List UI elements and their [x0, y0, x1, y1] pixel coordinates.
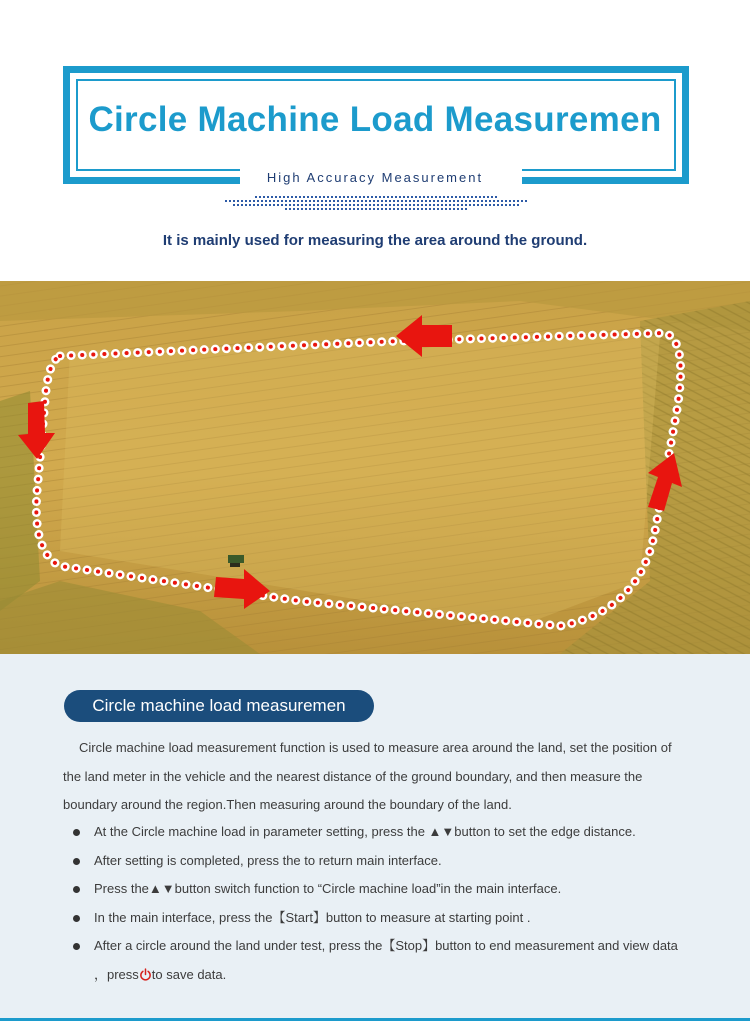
- list-item: [63, 818, 703, 847]
- step-text: After setting is completed, press the to return main interface.: [94, 852, 442, 868]
- list-item: [63, 847, 703, 876]
- section-description: Circle machine load measurement function is used to measure area around the land, set the position of the land meter in the vehicle and the nearest distance of the ground boundary, and then measure the boundary around the region.Then measuring around the boundary of the land.: [63, 740, 672, 812]
- step-text: After a circle around the land under test, press the【Stop】button to end measurement and view data: [94, 938, 678, 953]
- power-icon: [139, 968, 152, 981]
- header-section: [0, 0, 750, 281]
- step-text: In the main interface, press the【Start】button to measure at starting point .: [94, 909, 531, 925]
- step-text: Press the▲▼button switch function to “Circle machine load”in the main interface.: [94, 881, 562, 896]
- list-item: [63, 875, 703, 904]
- field-photo: [0, 281, 750, 654]
- subtitle: High Accuracy Measurement: [266, 170, 484, 185]
- steps-list: [63, 818, 703, 989]
- step-text: At the Circle machine load in parameter setting, press the ▲▼button to set the edge distance.: [94, 824, 636, 839]
- list-item: [63, 904, 703, 933]
- section-label: Circle machine load measuremen: [64, 690, 374, 722]
- step-cont-post: to save data.: [151, 966, 227, 982]
- page-title: Circle Machine Load Measuremen: [88, 100, 662, 139]
- dotted-divider: [225, 196, 527, 210]
- step-cont-pre: ，press: [94, 966, 139, 982]
- list-item: [63, 932, 703, 989]
- step-continuation: [94, 961, 703, 990]
- tagline: It is mainly used for measuring the area around the ground.: [162, 232, 588, 249]
